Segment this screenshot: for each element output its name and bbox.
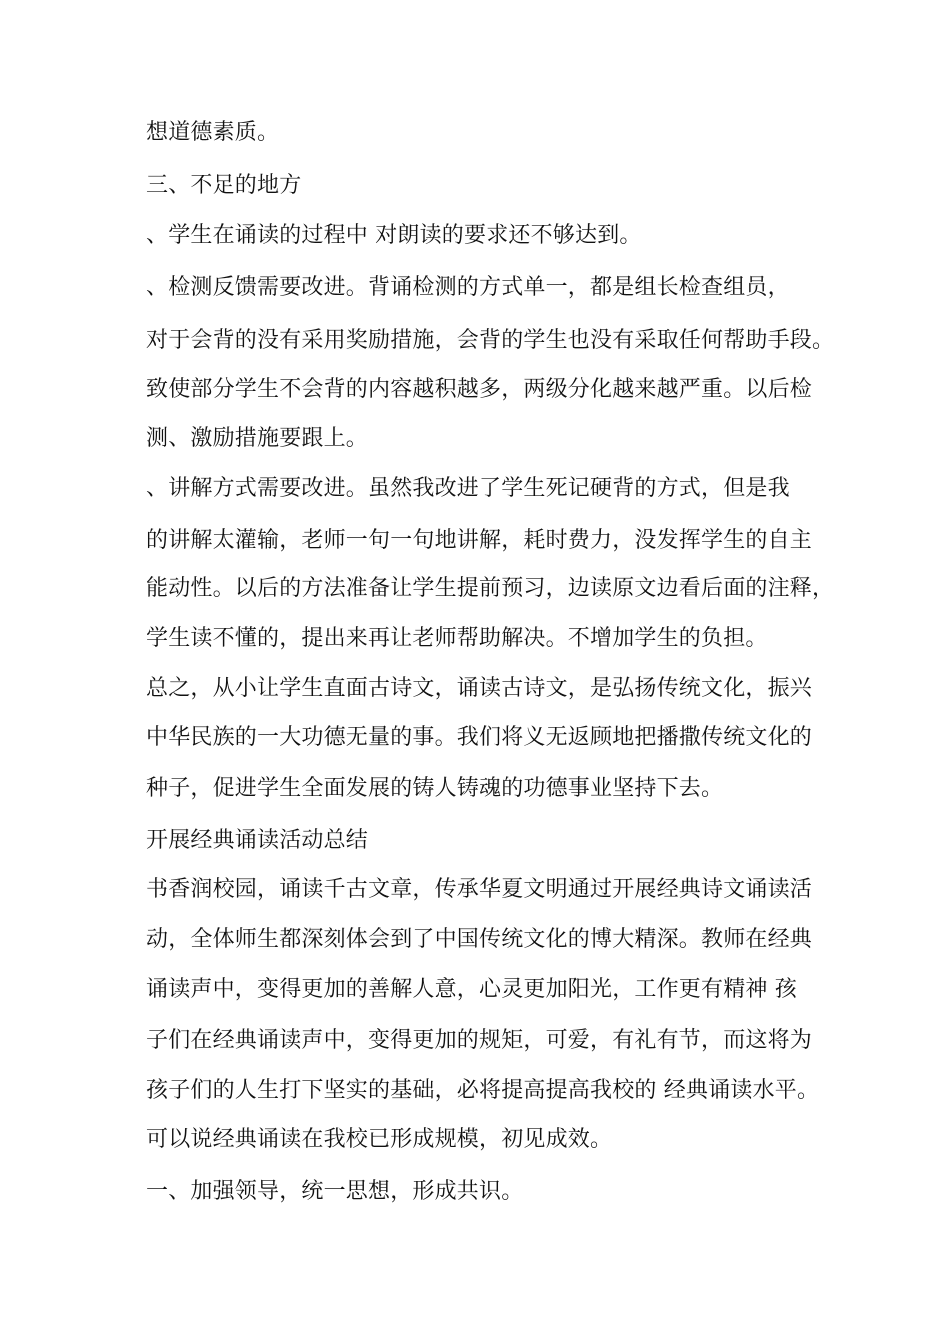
paragraph-line: 的讲解太灌输，老师一句一句地讲解，耗时费力，没发挥学生的自主	[146, 528, 813, 553]
paragraph-line: 能动性。以后的方法准备让学生提前预习，边读原文边看后面的注释，	[146, 576, 835, 601]
paragraph-line: 可以说经典诵读在我校已形成规模，初见成效。	[146, 1127, 613, 1152]
paragraph-line: 、学生在诵读的过程中 对朗读的要求还不够达到。	[146, 223, 642, 248]
paragraph-line: 书香润校园，诵读千古文章，传承华夏文明通过开展经典诗文诵读活	[146, 877, 813, 902]
paragraph-line: 致使部分学生不会背的内容越积越多，两级分化越来越严重。以后检	[146, 377, 813, 402]
paragraph-line: 对于会背的没有采用奖励措施，会背的学生也没有采取任何帮助手段。	[146, 328, 835, 353]
paragraph-line: 诵读声中，变得更加的善解人意，心灵更加阳光，工作更有精神 孩	[146, 977, 797, 1002]
paragraph-line: 、检测反馈需要改进。背诵检测的方式单一，都是组长检查组员，	[146, 275, 790, 300]
paragraph-line: 孩子们的人生打下坚实的基础，必将提高提高我校的 经典诵读水平。	[146, 1078, 820, 1103]
section-heading: 一、加强领导，统一思想，形成共识。	[146, 1179, 524, 1204]
paragraph-line: 测、激励措施要跟上。	[146, 426, 369, 451]
paragraph-line: 子们在经典诵读声中，变得更加的规矩，可爱，有礼有节，而这将为	[146, 1028, 813, 1053]
paragraph-line: 总之，从小让学生直面古诗文，诵读古诗文，是弘扬传统文化，振兴	[146, 676, 813, 701]
paragraph-line: 学生读不懂的，提出来再让老师帮助解决。不增加学生的负担。	[146, 626, 768, 651]
document-title: 开展经典诵读活动总结	[146, 828, 369, 853]
paragraph-line: 想道德素质。	[146, 120, 280, 145]
paragraph-line: 中华民族的一大功德无量的事。我们将义无返顾地把播撒传统文化的	[146, 725, 813, 750]
paragraph-line: 、讲解方式需要改进。虽然我改进了学生死记硬背的方式，但是我	[146, 476, 790, 501]
section-heading: 三、不足的地方	[146, 173, 302, 198]
paragraph-line: 种子，促进学生全面发展的铸人铸魂的功德事业坚持下去。	[146, 776, 724, 801]
paragraph-line: 动，全体师生都深刻体会到了中国传统文化的博大精深。教师在经典	[146, 927, 813, 952]
